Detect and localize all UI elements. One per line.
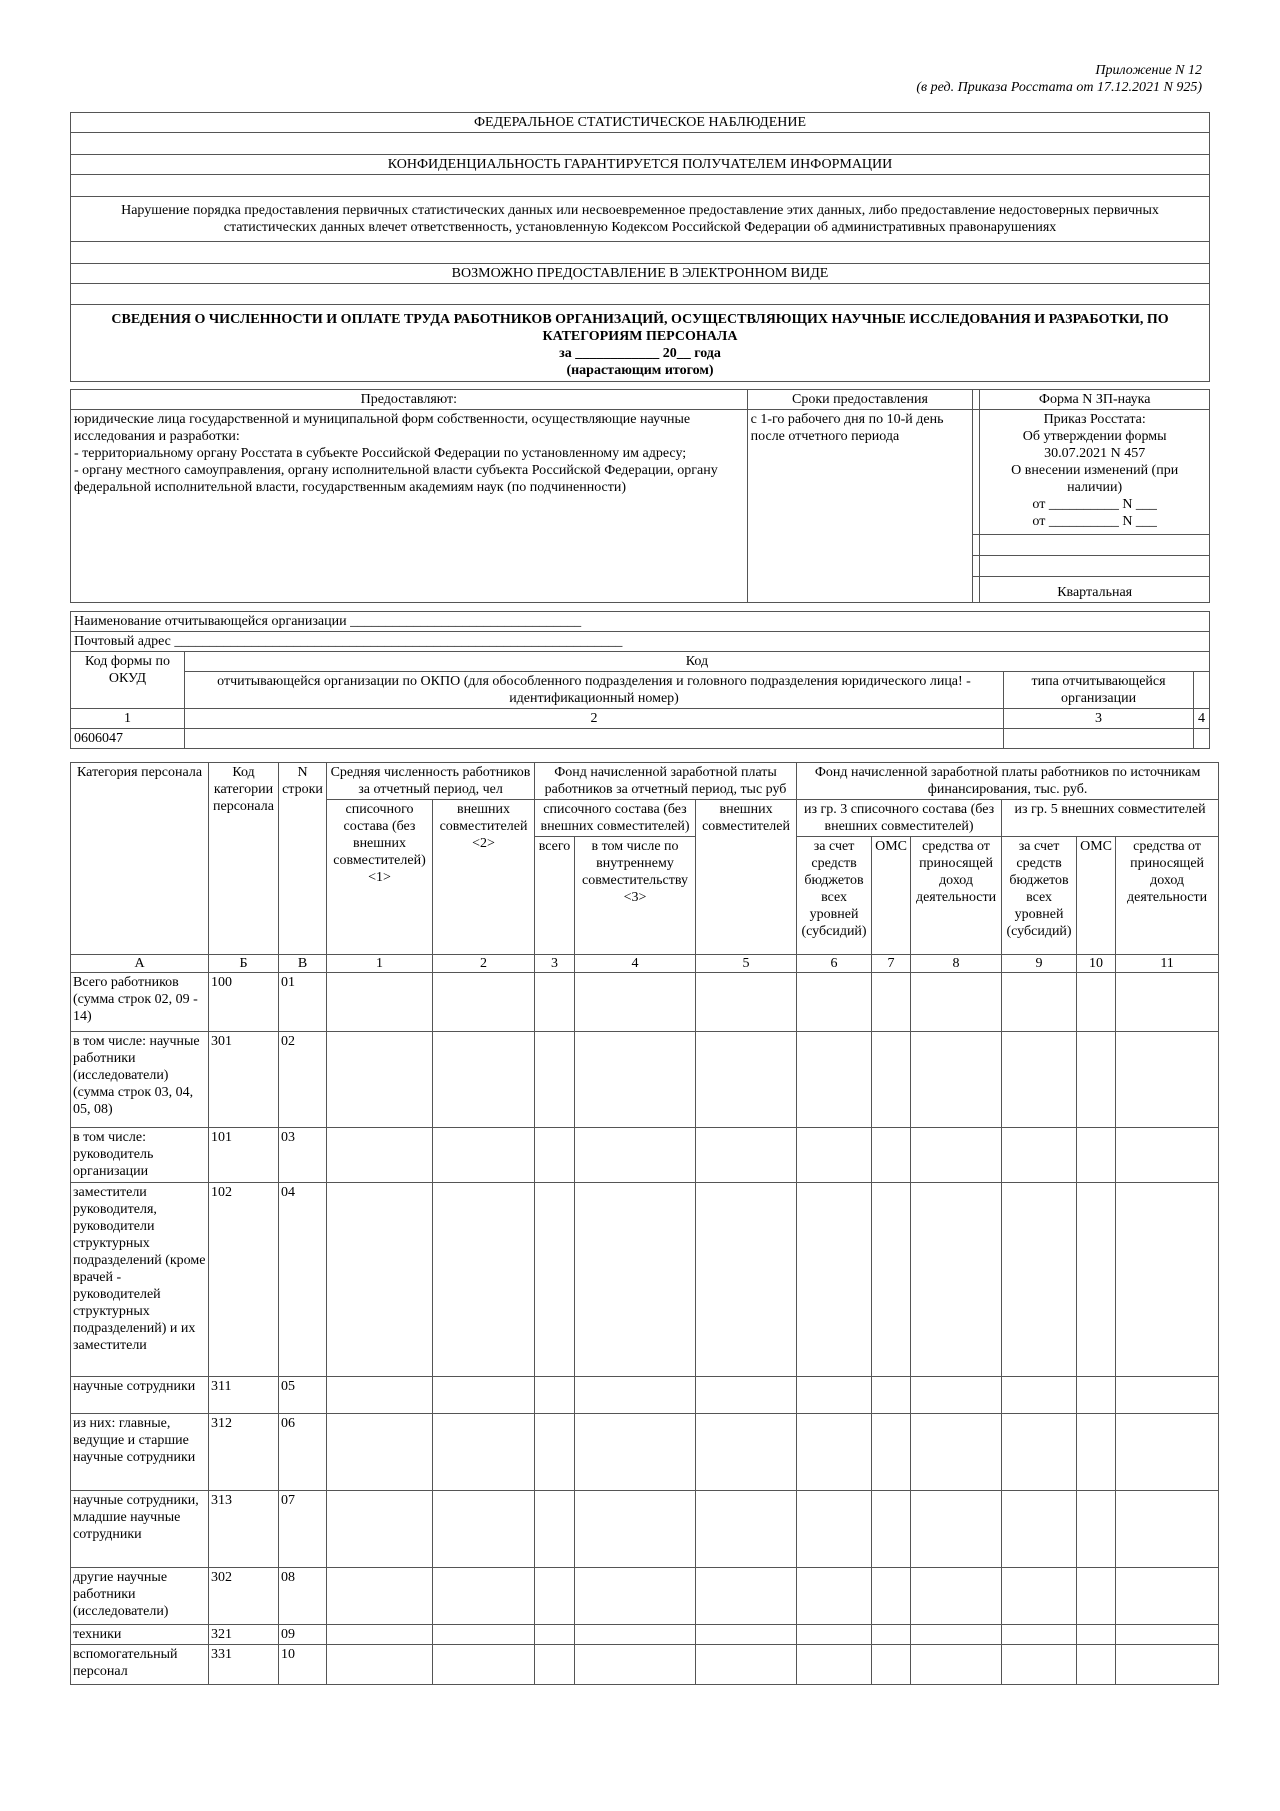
data-entry-cell[interactable] bbox=[797, 1645, 872, 1685]
data-entry-cell[interactable] bbox=[1002, 1032, 1077, 1128]
data-entry-cell[interactable] bbox=[535, 1414, 575, 1491]
table-row bbox=[71, 1625, 1219, 1645]
data-entry-cell[interactable] bbox=[696, 1183, 797, 1377]
row-number-cell: 02 bbox=[279, 1032, 327, 1128]
column-letter: 4 bbox=[575, 955, 696, 973]
data-entry-cell[interactable] bbox=[327, 1645, 433, 1685]
column-letters-row bbox=[71, 955, 1219, 973]
row-number-cell: 01 bbox=[279, 973, 327, 1032]
data-entry-cell[interactable] bbox=[696, 1491, 797, 1568]
table-row bbox=[71, 1128, 1219, 1183]
okud-value: 0606047 bbox=[71, 729, 185, 749]
data-entry-cell[interactable] bbox=[797, 1625, 872, 1645]
org-type-value-cell[interactable] bbox=[1004, 729, 1194, 749]
submitters-header: Предоставляют: bbox=[71, 390, 748, 410]
data-entry-cell[interactable] bbox=[433, 1568, 535, 1625]
data-entry-cell[interactable] bbox=[872, 1377, 911, 1414]
data-entry-cell[interactable] bbox=[433, 1032, 535, 1128]
spacer bbox=[71, 133, 1210, 155]
data-entry-cell[interactable] bbox=[1116, 1032, 1219, 1128]
data-entry-cell[interactable] bbox=[1077, 973, 1116, 1032]
blank-cell bbox=[1193, 672, 1209, 709]
data-entry-cell[interactable] bbox=[696, 1032, 797, 1128]
table-row bbox=[71, 1568, 1219, 1625]
form-title-period: за ____________ 20__ года bbox=[559, 346, 721, 361]
approval-order: Приказ Росстата: Об утверждении формы 30.07.2021 N 457 О внесении изменений (при наличии) от __________ N ___ от __________ N ___ bbox=[980, 410, 1210, 535]
data-entry-cell[interactable] bbox=[911, 1183, 1002, 1377]
data-entry-cell[interactable] bbox=[1077, 1183, 1116, 1377]
data-entry-cell[interactable] bbox=[575, 1183, 696, 1377]
category-code-cell: 313 bbox=[209, 1491, 279, 1568]
category-code-cell: 311 bbox=[209, 1377, 279, 1414]
form-header bbox=[70, 112, 1210, 382]
data-entry-cell[interactable] bbox=[327, 1414, 433, 1491]
data-entry-cell[interactable] bbox=[327, 973, 433, 1032]
data-entry-cell[interactable] bbox=[575, 1625, 696, 1645]
data-entry-cell[interactable] bbox=[872, 1414, 911, 1491]
data-entry-cell[interactable] bbox=[1002, 1625, 1077, 1645]
row-number-cell: 04 bbox=[279, 1183, 327, 1377]
okpo-label: отчитывающейся организации по ОКПО (для обособленного подразделения и головного подразделения юридического лица! - идентификационный номер) bbox=[184, 672, 1003, 709]
category-code-cell: 301 bbox=[209, 1032, 279, 1128]
data-entry-cell[interactable] bbox=[797, 973, 872, 1032]
column-letter: 5 bbox=[696, 955, 797, 973]
data-entry-cell[interactable] bbox=[1002, 1645, 1077, 1685]
table-row bbox=[71, 1032, 1219, 1128]
category-cell: заместители руководителя, руководители структурных подразделений (кроме врачей - руководителей структурных подразделений) и их заместители bbox=[71, 1183, 209, 1377]
data-entry-cell[interactable] bbox=[872, 1032, 911, 1128]
data-entry-cell[interactable] bbox=[1116, 1568, 1219, 1625]
row-number-cell: 03 bbox=[279, 1128, 327, 1183]
data-entry-cell[interactable] bbox=[1116, 1183, 1219, 1377]
blank-cell bbox=[980, 535, 1210, 556]
data-entry-cell[interactable] bbox=[535, 1032, 575, 1128]
column-letter: В bbox=[279, 955, 327, 973]
header-avg-list: списочного состава (без внешних совместителей) <1> bbox=[327, 800, 433, 955]
header-source-col5: из гр. 5 внешних совместителей bbox=[1002, 800, 1219, 837]
data-entry-cell[interactable] bbox=[1077, 1491, 1116, 1568]
data-entry-cell[interactable] bbox=[1077, 1625, 1116, 1645]
okpo-value-cell[interactable] bbox=[184, 729, 1003, 749]
data-entry-cell[interactable] bbox=[535, 1183, 575, 1377]
data-entry-cell[interactable] bbox=[911, 1377, 1002, 1414]
data-entry-cell[interactable] bbox=[872, 1645, 911, 1685]
data-entry-cell[interactable] bbox=[575, 1491, 696, 1568]
form-number: Форма N ЗП-наука bbox=[980, 390, 1210, 410]
data-entry-cell[interactable] bbox=[575, 1414, 696, 1491]
data-entry-cell[interactable] bbox=[1077, 1377, 1116, 1414]
data-entry-cell[interactable] bbox=[872, 1183, 911, 1377]
data-entry-cell[interactable] bbox=[575, 1377, 696, 1414]
data-entry-cell[interactable] bbox=[535, 1377, 575, 1414]
data-entry-cell[interactable] bbox=[1002, 1568, 1077, 1625]
data-entry-cell[interactable] bbox=[1077, 1414, 1116, 1491]
row-number-cell: 06 bbox=[279, 1414, 327, 1491]
col-number-1: 1 bbox=[71, 709, 185, 729]
data-entry-cell[interactable] bbox=[797, 1568, 872, 1625]
data-entry-cell[interactable] bbox=[872, 1128, 911, 1183]
category-cell: Всего работников (сумма строк 02, 09 - 14) bbox=[71, 973, 209, 1032]
col-number-4: 4 bbox=[1193, 709, 1209, 729]
column-letter: 2 bbox=[433, 955, 535, 973]
header-avg-external: внешних совместителей <2> bbox=[433, 800, 535, 955]
header-income: средства от приносящей доход деятельности bbox=[911, 837, 1002, 955]
data-entry-cell[interactable] bbox=[696, 1568, 797, 1625]
data-entry-cell[interactable] bbox=[433, 1645, 535, 1685]
data-entry-cell[interactable] bbox=[1002, 1414, 1077, 1491]
header-total: всего bbox=[535, 837, 575, 955]
data-entry-cell[interactable] bbox=[911, 973, 1002, 1032]
category-code-cell: 101 bbox=[209, 1128, 279, 1183]
spacer bbox=[71, 242, 1210, 264]
column-letter: 3 bbox=[535, 955, 575, 973]
table-row bbox=[71, 973, 1219, 1032]
header-oms: ОМС bbox=[1077, 837, 1116, 955]
okud-label: Код формы по ОКУД bbox=[71, 652, 185, 709]
org-type-label: типа отчитывающейся организации bbox=[1004, 672, 1194, 709]
header-fund-external: внешних совместителей bbox=[696, 800, 797, 955]
category-cell: в том числе: научные работники (исследователи) (сумма строк 03, 04, 05, 08) bbox=[71, 1032, 209, 1128]
data-entry-cell[interactable] bbox=[1116, 1491, 1219, 1568]
header-oms: ОМС bbox=[872, 837, 911, 955]
header-budget: за счет средств бюджетов всех уровней (субсидий) bbox=[1002, 837, 1077, 955]
data-entry-cell[interactable] bbox=[872, 1568, 911, 1625]
data-entry-cell[interactable] bbox=[575, 973, 696, 1032]
data-entry-cell[interactable] bbox=[327, 1377, 433, 1414]
data-entry-cell[interactable] bbox=[1077, 1128, 1116, 1183]
row-number-cell: 09 bbox=[279, 1625, 327, 1645]
header-code: Код категории персонала bbox=[209, 763, 279, 955]
submission-table bbox=[70, 389, 1210, 603]
data-entry-cell[interactable] bbox=[433, 1377, 535, 1414]
confidentiality-notice: КОНФИДЕНЦИАЛЬНОСТЬ ГАРАНТИРУЕТСЯ ПОЛУЧАТЕЛЕМ ИНФОРМАЦИИ bbox=[71, 155, 1210, 175]
data-entry-cell[interactable] bbox=[433, 1128, 535, 1183]
category-cell: техники bbox=[71, 1625, 209, 1645]
data-entry-cell[interactable] bbox=[696, 1625, 797, 1645]
periodicity: Квартальная bbox=[980, 577, 1210, 603]
data-entry-cell[interactable] bbox=[1077, 1568, 1116, 1625]
data-entry-cell[interactable] bbox=[535, 1625, 575, 1645]
row-number-cell: 05 bbox=[279, 1377, 327, 1414]
divider-cell bbox=[973, 390, 980, 410]
data-entry-cell[interactable] bbox=[575, 1128, 696, 1183]
header-category: Категория персонала bbox=[71, 763, 209, 955]
postal-address-field[interactable]: Почтовый адрес ________________________________________________________________ bbox=[71, 632, 1210, 652]
data-entry-cell[interactable] bbox=[1002, 973, 1077, 1032]
data-entry-cell[interactable] bbox=[535, 1491, 575, 1568]
data-entry-cell[interactable] bbox=[433, 1183, 535, 1377]
data-entry-cell[interactable] bbox=[1116, 1128, 1219, 1183]
data-entry-cell[interactable] bbox=[575, 1032, 696, 1128]
category-cell: в том числе: руководитель организации bbox=[71, 1128, 209, 1183]
form-title bbox=[71, 305, 1210, 382]
appendix-note bbox=[916, 62, 1202, 96]
data-entry-cell[interactable] bbox=[1116, 1625, 1219, 1645]
column-letter: 11 bbox=[1116, 955, 1219, 973]
divider-cell bbox=[973, 535, 980, 556]
table-row bbox=[71, 1377, 1219, 1414]
column-letter: 9 bbox=[1002, 955, 1077, 973]
header-internal-parttime: в том числе по внутреннему совместительству <3> bbox=[575, 837, 696, 955]
category-cell: научные сотрудники, младшие научные сотрудники bbox=[71, 1491, 209, 1568]
data-entry-cell[interactable] bbox=[327, 1032, 433, 1128]
spacer bbox=[71, 284, 1210, 305]
personnel-table bbox=[70, 762, 1219, 1685]
org-name-field[interactable]: Наименование отчитывающейся организации _________________________________ bbox=[71, 612, 1210, 632]
data-entry-cell[interactable] bbox=[327, 1568, 433, 1625]
data-entry-cell[interactable] bbox=[327, 1183, 433, 1377]
column-letter: 8 bbox=[911, 955, 1002, 973]
data-entry-cell[interactable] bbox=[797, 1183, 872, 1377]
column-letter: 10 bbox=[1077, 955, 1116, 973]
data-entry-cell[interactable] bbox=[911, 1128, 1002, 1183]
data-entry-cell[interactable] bbox=[575, 1645, 696, 1685]
data-entry-cell[interactable] bbox=[535, 973, 575, 1032]
header-fund-list: списочного состава (без внешних совместителей) bbox=[535, 800, 696, 837]
table-row bbox=[71, 1491, 1219, 1568]
data-entry-cell[interactable] bbox=[911, 1032, 1002, 1128]
row-number-cell: 07 bbox=[279, 1491, 327, 1568]
table-body bbox=[71, 973, 1219, 1685]
data-entry-cell[interactable] bbox=[696, 973, 797, 1032]
col-number-2: 2 bbox=[184, 709, 1003, 729]
spacer bbox=[71, 175, 1210, 197]
blank-cell bbox=[1193, 729, 1209, 749]
form-title-cumulative: (нарастающим итогом) bbox=[566, 363, 714, 378]
data-entry-cell[interactable] bbox=[797, 1377, 872, 1414]
data-entry-cell[interactable] bbox=[535, 1645, 575, 1685]
data-entry-cell[interactable] bbox=[1002, 1377, 1077, 1414]
data-entry-cell[interactable] bbox=[535, 1568, 575, 1625]
appendix-line1: Приложение N 12 bbox=[1095, 63, 1202, 78]
category-code-cell: 331 bbox=[209, 1645, 279, 1685]
data-entry-cell[interactable] bbox=[1002, 1491, 1077, 1568]
category-code-cell: 102 bbox=[209, 1183, 279, 1377]
row-number-cell: 08 bbox=[279, 1568, 327, 1625]
divider-cell bbox=[973, 410, 980, 535]
column-letter: Б bbox=[209, 955, 279, 973]
data-entry-cell[interactable] bbox=[872, 973, 911, 1032]
data-entry-cell[interactable] bbox=[1077, 1645, 1116, 1685]
federal-observation: ФЕДЕРАЛЬНОЕ СТАТИСТИЧЕСКОЕ НАБЛЮДЕНИЕ bbox=[71, 113, 1210, 133]
data-entry-cell[interactable] bbox=[433, 1491, 535, 1568]
data-entry-cell[interactable] bbox=[1116, 1645, 1219, 1685]
table-row bbox=[71, 1183, 1219, 1377]
category-code-cell: 302 bbox=[209, 1568, 279, 1625]
data-entry-cell[interactable] bbox=[797, 1414, 872, 1491]
table-row bbox=[71, 1645, 1219, 1685]
code-label: Код bbox=[184, 652, 1209, 672]
column-letter: 6 bbox=[797, 955, 872, 973]
data-entry-cell[interactable] bbox=[911, 1645, 1002, 1685]
form-title-main: СВЕДЕНИЯ О ЧИСЛЕННОСТИ И ОПЛАТЕ ТРУДА РАБОТНИКОВ ОРГАНИЗАЦИЙ, ОСУЩЕСТВЛЯЮЩИХ НАУЧНЫЕ ИССЛЕДОВАНИЯ И РАЗРАБОТКИ, ПО КАТЕГОРИЯМ ПЕРСОНАЛА bbox=[111, 312, 1169, 344]
data-entry-cell[interactable] bbox=[911, 1414, 1002, 1491]
data-entry-cell[interactable] bbox=[872, 1625, 911, 1645]
category-code-cell: 321 bbox=[209, 1625, 279, 1645]
divider-cell bbox=[973, 577, 980, 603]
violation-notice: Нарушение порядка предоставления первичных статистических данных или несвоевременное предоставление этих данных, либо предоставление недостоверных первичных статистических данных влечет ответственность, установленную Кодексом Российской Федерации об административных правонарушениях bbox=[71, 197, 1210, 242]
appendix-line2: (в ред. Приказа Росстата от 17.12.2021 N 925) bbox=[916, 80, 1202, 95]
data-entry-cell[interactable] bbox=[911, 1568, 1002, 1625]
deadline-text: с 1-го рабочего дня по 10-й день после отчетного периода bbox=[747, 410, 973, 603]
data-entry-cell[interactable] bbox=[433, 1625, 535, 1645]
data-entry-cell[interactable] bbox=[696, 1645, 797, 1685]
data-entry-cell[interactable] bbox=[911, 1625, 1002, 1645]
category-cell: из них: главные, ведущие и старшие научные сотрудники bbox=[71, 1414, 209, 1491]
organization-table bbox=[70, 611, 1210, 749]
electronic-notice: ВОЗМОЖНО ПРЕДОСТАВЛЕНИЕ В ЭЛЕКТРОННОМ ВИДЕ bbox=[71, 264, 1210, 284]
category-cell: научные сотрудники bbox=[71, 1377, 209, 1414]
data-entry-cell[interactable] bbox=[535, 1128, 575, 1183]
submitters-text: юридические лица государственной и муниципальной форм собственности, осуществляющие научные исследования и разработки: - территориальному органу Росстата в субъекте Российской Федерации по установленному им адресу; - органу местного самоуправления, органу исполнительной власти субъекта Российской Федерации, органу федеральной исполнительной власти, государственным академиям наук (по подчиненности) bbox=[71, 410, 748, 603]
data-entry-cell[interactable] bbox=[1002, 1183, 1077, 1377]
data-entry-cell[interactable] bbox=[797, 1032, 872, 1128]
table-row bbox=[71, 1414, 1219, 1491]
header-funding-sources: Фонд начисленной заработной платы работников по источникам финансирования, тыс. руб. bbox=[797, 763, 1219, 800]
data-entry-cell[interactable] bbox=[872, 1491, 911, 1568]
data-entry-cell[interactable] bbox=[1116, 973, 1219, 1032]
data-entry-cell[interactable] bbox=[797, 1128, 872, 1183]
blank-cell bbox=[980, 556, 1210, 577]
data-entry-cell[interactable] bbox=[327, 1625, 433, 1645]
data-entry-cell[interactable] bbox=[327, 1128, 433, 1183]
category-code-cell: 100 bbox=[209, 973, 279, 1032]
data-entry-cell[interactable] bbox=[1116, 1414, 1219, 1491]
header-row-number: N строки bbox=[279, 763, 327, 955]
category-cell: вспомогательный персонал bbox=[71, 1645, 209, 1685]
header-income: средства от приносящей доход деятельности bbox=[1116, 837, 1219, 955]
data-entry-cell[interactable] bbox=[1116, 1377, 1219, 1414]
category-cell: другие научные работники (исследователи) bbox=[71, 1568, 209, 1625]
header-source-col3: из гр. 3 списочного состава (без внешних совместителей) bbox=[797, 800, 1002, 837]
data-entry-cell[interactable] bbox=[696, 1377, 797, 1414]
divider-cell bbox=[973, 556, 980, 577]
data-entry-cell[interactable] bbox=[797, 1491, 872, 1568]
column-letter: 7 bbox=[872, 955, 911, 973]
data-entry-cell[interactable] bbox=[575, 1568, 696, 1625]
header-average-headcount: Средняя численность работников за отчетный период, чел bbox=[327, 763, 535, 800]
data-entry-cell[interactable] bbox=[433, 1414, 535, 1491]
category-code-cell: 312 bbox=[209, 1414, 279, 1491]
data-entry-cell[interactable] bbox=[1002, 1128, 1077, 1183]
header-budget: за счет средств бюджетов всех уровней (субсидий) bbox=[797, 837, 872, 955]
data-entry-cell[interactable] bbox=[433, 973, 535, 1032]
column-letter: 1 bbox=[327, 955, 433, 973]
deadline-header: Сроки предоставления bbox=[747, 390, 973, 410]
col-number-3: 3 bbox=[1004, 709, 1194, 729]
data-entry-cell[interactable] bbox=[696, 1128, 797, 1183]
header-wage-fund: Фонд начисленной заработной платы работников за отчетный период, тыс руб bbox=[535, 763, 797, 800]
data-entry-cell[interactable] bbox=[911, 1491, 1002, 1568]
data-entry-cell[interactable] bbox=[1077, 1032, 1116, 1128]
data-entry-cell[interactable] bbox=[696, 1414, 797, 1491]
row-number-cell: 10 bbox=[279, 1645, 327, 1685]
column-letter: А bbox=[71, 955, 209, 973]
data-entry-cell[interactable] bbox=[327, 1491, 433, 1568]
